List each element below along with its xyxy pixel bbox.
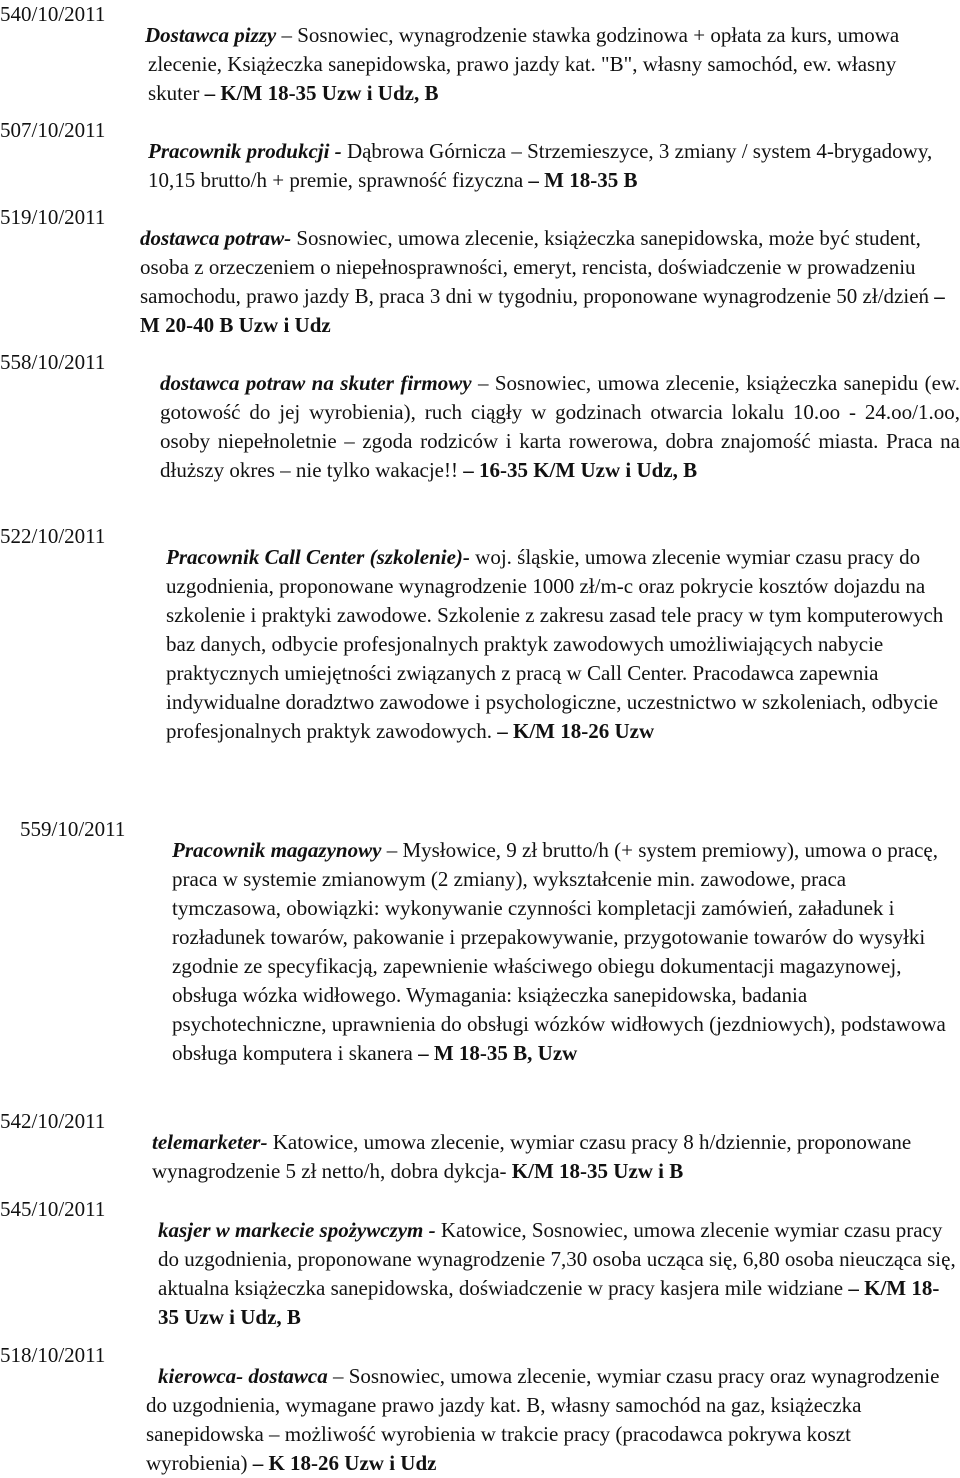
entry-body [148, 137, 938, 195]
entry-number: 522/10/2011 [0, 524, 106, 548]
entry-body [166, 543, 956, 746]
entry-number: 518/10/2011 [0, 1343, 106, 1367]
entry-title: Dostawca pizzy [145, 23, 277, 47]
entry-number: 542/10/2011 [0, 1109, 106, 1133]
entry-body [160, 369, 960, 485]
entry-number: 507/10/2011 [0, 118, 106, 142]
entry-title: kasjer w markecie spożywczym - [158, 1218, 436, 1242]
entry-body [152, 1128, 952, 1186]
entry-number: 558/10/2011 [0, 350, 106, 374]
entry-text: woj. śląskie, umowa zlecenie wymiar czasu pracy do uzgodnienia, proponowane wynagrodzenie 1000 zł/m-c oraz pokrycie kosztów dojazdu na szkolenie i praktyki zawodowe. Szkolenie z zakresu zasad tele pracy w tym komputerowych baz danych, odbycie profesjonalnych praktyk zawodowych umożliwiających nabycie praktycznych umiejętności związanych z pracą w Call Center. Pracodawca zapewnia indywidualne doradztwo zawodowe i psychologiczne, uczestnictwo w szkoleniach, odbycie profesjonalnych praktyk zawodowych. [166, 545, 944, 743]
entry-code: – K 18-26 Uzw i Udz [252, 1451, 437, 1475]
entry-body [158, 1216, 958, 1332]
entry-title: Pracownik Call Center (szkolenie)- [166, 545, 470, 569]
entry-body [140, 224, 950, 340]
entry-code: – K/M 18-35 Uzw i Udz, B [158, 1276, 940, 1329]
entry-text: – Sosnowiec, wynagrodzenie stawka godzinowa + opłata za kurs, umowa zlecenie, Książeczka sanepidowska, prawo jazdy kat. "B", własny samochód, ew. własny skuter [148, 23, 900, 105]
entry-text: Sosnowiec, umowa zlecenie, książeczka sanepidowska, może być student, osoba z orzeczeniem o niepełnosprawności, emeryt, rencista, doświadczenie w prowadzeniu samochodu, prawo jazdy B, praca 3 dni w tygodniu, proponowane wynagrodzenie 50 zł/dzień [140, 226, 935, 308]
entry-code: – M 20-40 B Uzw i Udz [140, 284, 945, 337]
entry-code: – M 18-35 B, Uzw [418, 1041, 578, 1065]
entry-code: K/M 18-35 Uzw i B [511, 1159, 684, 1183]
entry-text: – Sosnowiec, umowa zlecenie, wymiar czasu pracy oraz wynagrodzenie do uzgodnienia, wymagane prawo jazdy kat. B, własny samochód na gaz, książeczka sanepidowska – możliwość wyrobienia w trakcie pracy (pracodawca pokrywa koszt wyrobienia) [146, 1364, 940, 1475]
entry-body [172, 836, 952, 1068]
entry-body [146, 1362, 946, 1478]
entry-code: – K/M 18-26 Uzw [497, 719, 655, 743]
entry-number: 519/10/2011 [0, 205, 106, 229]
entry-number: 545/10/2011 [0, 1197, 106, 1221]
entry-number: 559/10/2011 [20, 817, 126, 841]
entry-text: – Mysłowice, 9 zł brutto/h (+ system premiowy), umowa o pracę, praca w systemie zmianowym (2 zmiany), wykształcenie min. zawodowe, praca tymczasowa, obowiązki: wykonywanie czynności kompletacji zamówień, załadunek i rozładunek towarów, pakowanie i przepakowywanie, przygotowanie towarów do wysyłki zgodnie ze specyfikacją, zapewnienie właściwego obiegu dokumentacji magazynowej, obsługa wózka widłowego. Wymagania: książeczka sanepidowska, badania psychotechniczne, uprawnienia do obsługi wózków widłowych (jezdniowych), podstawowa obsługa komputera i skanera [172, 838, 946, 1065]
entry-code: – 16-35 K/M Uzw i Udz, B [463, 458, 698, 482]
entry-title: Pracownik magazynowy [172, 838, 382, 862]
entry-text: Dąbrowa Górnicza – Strzemieszyce, 3 zmiany / system 4-brygadowy, 10,15 brutto/h + premie, sprawność fizyczna [148, 139, 933, 192]
entry-title: dostawca potraw na skuter firmowy [160, 371, 472, 395]
entry-title: dostawca potraw- [140, 226, 292, 250]
entry-number: 540/10/2011 [0, 2, 106, 26]
entry-text: Katowice, umowa zlecenie, wymiar czasu pracy 8 h/dziennie, proponowane wynagrodzenie 5 zł netto/h, dobra dykcja- [152, 1130, 912, 1183]
entry-title: kierowca- dostawca [158, 1364, 328, 1388]
entry-text: – Sosnowiec, umowa zlecenie, książeczka sanepidu (ew. gotowość do jej wyrobienia), ruch ciągły w godzinach otwarcia lokalu 10.oo - 24.oo/1.oo, osoby niepełnoletnie – zgoda rodziców i karta rowerowa, dobra znajomość miasta. Praca na dłuższy okres – nie tylko wakacje!! [160, 371, 960, 482]
entry-text: Katowice, Sosnowiec, umowa zlecenie wymiar czasu pracy do uzgodnienia, proponowane wynagrodzenie 7,30 osoba ucząca się, 6,80 osoba nieucząca się, aktualna książeczka sanepidowska, doświadczenie w pracy kasjera mile widziane [158, 1218, 956, 1300]
entry-code: – M 18-35 B [528, 168, 638, 192]
entry-title: Pracownik produkcji - [148, 139, 342, 163]
entry-code: – K/M 18-35 Uzw i Udz, B [204, 81, 439, 105]
entry-body [145, 21, 948, 108]
entry-title: telemarketer- [152, 1130, 268, 1154]
